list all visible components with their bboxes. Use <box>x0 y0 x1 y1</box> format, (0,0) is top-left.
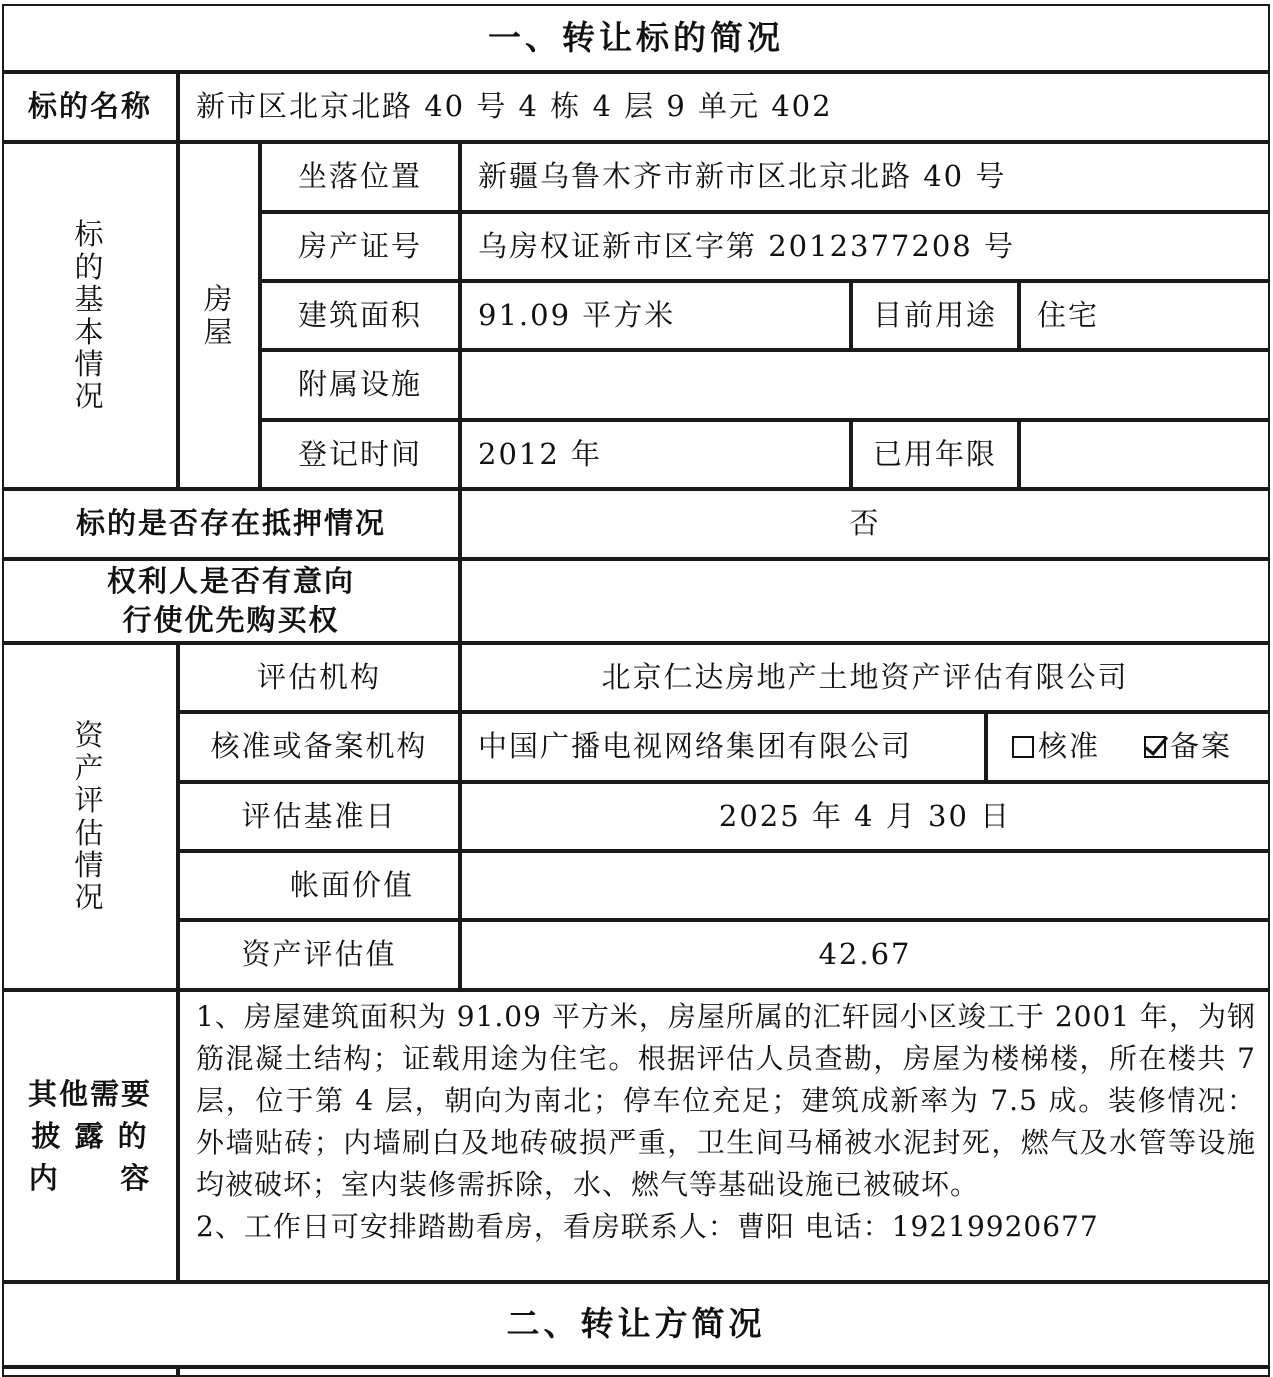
base-date-label: 评估基准日 <box>178 782 460 851</box>
other-disclosure-content <box>178 990 1270 1282</box>
house-label: 房 屋 <box>178 142 260 489</box>
register-time-label: 登记时间 <box>260 420 460 489</box>
disclosure-paragraph-1: 1、房屋建筑面积为 91.09 平方米，房屋所属的汇轩园小区竣工于 2001 年，为钢筋混凝土结构；证载用途为住宅。根据评估人员查勘，房屋为楼梯楼，所在楼共 7 层，位于第 4 层，朝向为南北；停车位充足；建筑成新率为 7.5 成。装修情况：外墙贴砖；内墙刷白及地砖破损严重，卫生间马桶被水泥封死，燃气及水管等设施均被破坏；室内装修需拆除，水、燃气等基础设施已被破坏。 <box>196 1000 1256 1201</box>
facilities-label: 附属设施 <box>260 350 460 420</box>
approval-org-label: 核准或备案机构 <box>178 712 460 782</box>
years-used-label: 已用年限 <box>851 420 1019 489</box>
next-row-value <box>178 1367 1270 1377</box>
certificate-value: 乌房权证新市区字第 2012377208 号 <box>460 212 1270 281</box>
certificate-label: 房产证号 <box>260 212 460 281</box>
appraisal-label: 资 产 评 估 情 况 <box>2 643 178 990</box>
approval-org-value: 中国广播电视网络集团有限公司 <box>460 712 986 782</box>
mortgage-label: 标的是否存在抵押情况 <box>2 489 460 559</box>
book-value-label: 帐面价值 <box>178 851 460 920</box>
mortgage-value: 否 <box>460 489 1270 559</box>
next-row-label <box>2 1367 178 1377</box>
location-value: 新疆乌鲁木齐市新市区北京北路 40 号 <box>460 142 1270 212</box>
location-label: 坐落位置 <box>260 142 460 212</box>
base-date-value: 2025 年 4 月 30 日 <box>460 782 1270 851</box>
subject-name-value: 新市区北京北路 40 号 4 栋 4 层 9 单元 402 <box>178 72 1270 142</box>
disclosure-paragraph-2: 2、工作日可安排踏勘看房，看房联系人：曹阳 电话：19219920677 <box>196 1210 1099 1243</box>
register-time-value: 2012 年 <box>460 420 851 489</box>
years-used-value <box>1019 420 1270 489</box>
basic-info-label: 标 的 基 本 情 况 <box>2 142 178 489</box>
appraisal-org-value: 北京仁达房地产土地资产评估有限公司 <box>460 643 1270 712</box>
preemption-label: 权利人是否有意向 行使优先购买权 <box>2 559 460 643</box>
subject-name-label: 标的名称 <box>2 72 178 142</box>
appraisal-org-label: 评估机构 <box>178 643 460 712</box>
facilities-value <box>460 350 1270 420</box>
record-option[interactable]: 备案 <box>1144 727 1232 766</box>
section2-title: 二、转让方简况 <box>2 1282 1270 1367</box>
area-label: 建筑面积 <box>260 281 460 350</box>
appraised-value-label: 资产评估值 <box>178 920 460 990</box>
approve-option[interactable]: 核准 <box>1012 727 1100 766</box>
other-disclosure-label: 其他需要 披 露 的 内 容 <box>2 990 178 1282</box>
approve-checkbox[interactable] <box>1012 736 1034 758</box>
preemption-value <box>460 559 1270 643</box>
book-value-value <box>460 851 1270 920</box>
approval-options <box>986 712 1270 782</box>
usage-label: 目前用途 <box>851 281 1019 350</box>
area-value: 91.09 平方米 <box>460 281 851 350</box>
appraised-value-value: 42.67 <box>460 920 1270 990</box>
record-checkbox[interactable] <box>1144 736 1166 758</box>
section1-title: 一、转让标的简况 <box>2 4 1270 72</box>
usage-value: 住宅 <box>1019 281 1270 350</box>
